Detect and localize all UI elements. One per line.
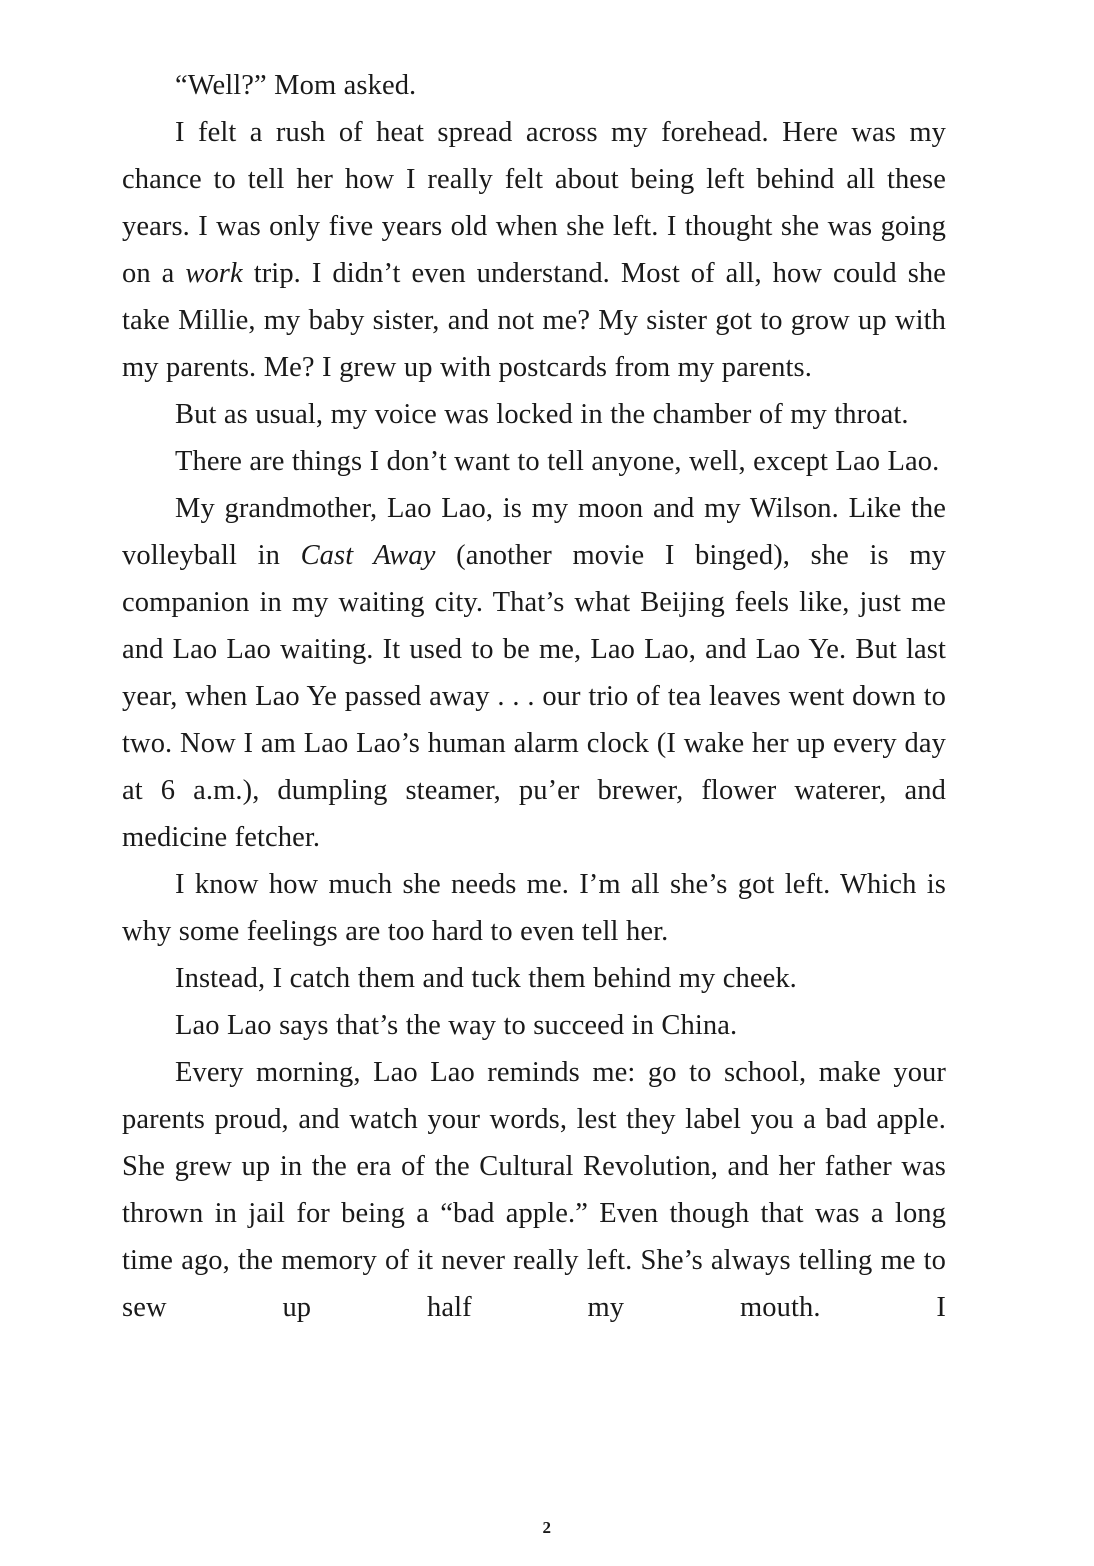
paragraph-2-text-before-italic: I felt a rush of heat spread across my forehead. Here was my chance to tell her how I really felt about being left behind all these years. I was only five years old when she left. I thought she was going on a <box>122 117 946 289</box>
paragraph-9: Every morning, Lao Lao reminds me: go to school, make your parents proud, and watch your words, lest they label you a bad apple. She grew up in the era of the Cultural Revolution, and her father was thrown in jail for being a “bad apple.” Even though that was a long time ago, the memory of it never really left. She’s always telling me to sew up half my mouth. I <box>122 1057 946 1323</box>
paragraph-4: There are things I don’t want to tell anyone, well, except Lao Lao. <box>175 446 940 477</box>
paragraph-6: I know how much she needs me. I’m all she’s got left. Which is why some feelings are too hard to even tell her. <box>122 869 946 947</box>
paragraph-2-italic-word: work <box>185 258 243 289</box>
paragraph-5-text-after-italic: (another movie I binged), she is my companion in my waiting city. That’s what Beijing feels like, just me and Lao Lao waiting. It used to be me, Lao Lao, and Lao Ye. But last year, when Lao Ye passed away . . . our trio of tea leaves went down to two. Now I am Lao Lao’s human alarm clock (I wake her up every day at 6 a.m.), dumpling steamer, pu’er brewer, flower waterer, and medicine fetcher. <box>122 540 946 853</box>
paragraph-2-text-after-italic: trip. I didn’t even understand. Most of all, how could she take Millie, my baby sister, and not me? My sister got to grow up with my parents. Me? I grew up with postcards from my parents. <box>122 258 946 383</box>
paragraph-5 <box>122 485 946 861</box>
paragraph-5-italic-title: Cast Away <box>300 540 436 571</box>
paragraph-3: But as usual, my voice was locked in the chamber of my throat. <box>175 399 909 430</box>
paragraph-1: “Well?” Mom asked. <box>175 70 417 101</box>
paragraph-5-text-before-italic: My grandmother, Lao Lao, is my moon and my Wilson. Like the volleyball in <box>122 493 946 571</box>
paragraph-8: Lao Lao says that’s the way to succeed in China. <box>175 1010 738 1041</box>
body-text-column <box>122 62 946 1331</box>
paragraph-2 <box>122 109 946 391</box>
page-number: 2 <box>542 1518 552 1537</box>
paragraph-7: Instead, I catch them and tuck them behind my cheek. <box>175 963 797 994</box>
